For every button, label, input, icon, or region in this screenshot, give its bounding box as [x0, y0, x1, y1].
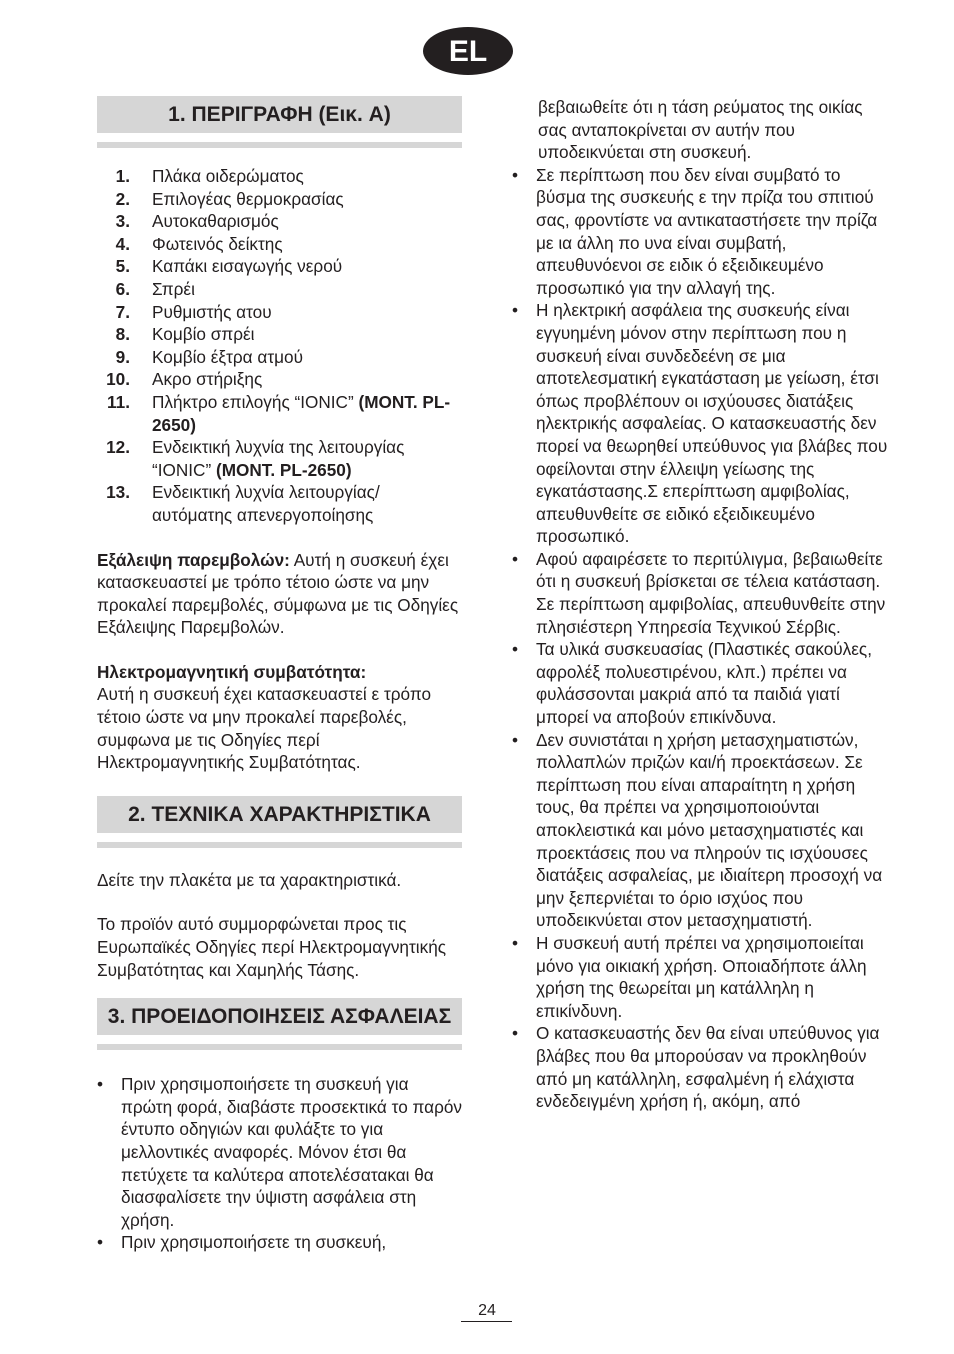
interference-paragraph: Εξάλειψη παρεμβολών: Αυτή η συσκευή έχει κατασκευαστεί με τρόπο τέτοιο ώστε να μην προκαλεί παρεμβολές, σύμφωνα με τις Οδηγίες Εξάλειψης Παρεμβολών. [97, 549, 459, 638]
list-item: 2. Επιλογέας θερμοκρασίας [115, 188, 344, 209]
list-item: 8. Κομβίο σπρέι [115, 324, 255, 345]
list-item: 10. Ακρο στήριξης [106, 369, 263, 390]
safety-list-right [512, 164, 892, 1113]
parts-list [97, 165, 462, 527]
list-item: • Ο κατασκευαστής δεν θα είναι υπεύθυνος για βλάβες που θα μπορούσαν να προκληθούν από μη κατάλληλη, εσφαλμένη ή ελάχιστα ενδεδειγμένη χρήση ή, ακόμη, από [512, 1022, 892, 1112]
safety-list-left [97, 1073, 462, 1254]
compliance-paragraph: Το προϊόν αυτό συμμορφώνεται προς τις Ευρωπαϊκές Οδηγίες περί Ηλεκτρομαγνητικής Συμβατότητας και Χαμηλής Τάσης. [97, 914, 447, 980]
section-title: 3. ΠΡΟΕΙΔΟΠΟΙΗΣΕΙΣ ΑΣΦΑΛΕΙΑΣ [107, 1005, 452, 1029]
page-number-rule [461, 1321, 512, 1322]
list-item: 9. Κομβίο έξτρα ατμού [115, 346, 303, 367]
list-item: • Αφού αφαιρέσετε το περιτύλιγμα, βεβαιωθείτε ότι η συσκευή βρίσκεται σε τέλεια κατάσταση. Σε περίπτωση αμφιβολίας, απευθυνθείτε στην πλησιέστερη Υπηρεσία Τεχνικού Σέρβις. [512, 548, 892, 638]
section-title: 2. ΤΕΧΝΙΚΑ ΧΑΡΑΚΤΗΡΙΣΤΙΚΑ [128, 802, 431, 826]
emc-paragraph: Ηλεκτρομαγνητική συμβατότητα: Αυτή η συσκευή έχει κατασκευαστεί ε τρόπο τέτοιο ώστε να μην προκαλεί παρεβολές, συμφωνα με τις Οδηγίες περί Ηλεκτρομαγνητικής Συμβατότητας. [97, 661, 432, 773]
section-heading-safety [97, 998, 462, 1035]
list-item: • Πριν χρησιμοποιήσετε τη συσκευή, [97, 1231, 462, 1254]
section-divider [97, 142, 462, 148]
section-divider [97, 1044, 462, 1050]
list-item: 4. Φωτεινός δείκτης [115, 233, 283, 254]
list-item: 11. Πλήκτρο επιλογής “IONIC” (MONT. PL-2650) [107, 391, 451, 435]
list-item: • Πριν χρησιμοποιήσετε τη συσκευή για πρώτη φορά, διαβάστε προσεκτικά το παρόν έντυπο οδηγιών και φυλάξτε το για μελλοντικές αναφορές. Μόνον έτσι θα πετύχετε τα καλύτερα αποτελέσατακαι θα διασφαλίσετε την ύψιστη ασφάλεια στη χρήση. [97, 1073, 462, 1231]
list-item: 7. Ρυθμιστής ατου [115, 301, 272, 322]
left-column [97, 96, 462, 1254]
section-divider [97, 842, 462, 848]
list-item: 5. Καπάκι εισαγωγής νερού [115, 256, 343, 277]
list-item: 13. Ενδεικτική λυχνία λειτουργίας/ αυτόματης απενεργοποίησης [106, 482, 380, 525]
list-item: 3. Αυτοκαθαρισμός [115, 211, 279, 232]
language-badge: EL [423, 27, 513, 75]
list-item: 1. Πλάκα οιδερώματος [115, 166, 304, 186]
list-item: • Σε περίπτωση που δεν είναι συμβατό το βύσμα της συσκευής ε την πρίζα του σπιτιού σας, φροντίστε να αντικαταστήσετε την πρίζα με ια άλλη πο υνα είναι συμβατή, απευθυνόενοι σε ειδικ ό εξειδικευμένο προσωπικό για την αλλαγή της. [512, 164, 892, 300]
section-heading-description [97, 96, 462, 133]
list-item: • Η συσκευή αυτή πρέπει να χρησιμοποιείται μόνο για οικιακή χρήση. Οποιαδήποτε άλλη χρήση της θεωρείται μη κατάλληλη η επικίνδυνη. [512, 932, 892, 1022]
list-item: 6. Σπρέι [115, 278, 195, 299]
list-item: • Η ηλεκτρική ασφάλεια της συσκευής είναι εγγυημένη μόνον στην περίπτωση που η συσκευή είναι συνδεδεένη σε μια αποτελεσματική εγκατάσταση με γείωση, έτσι όπως προβλέπουν οι ισχύουσες διατάξεις ηλεκτρικής ασφαλείας. Ο κατασκευαστής δεν πορεί να θεωρηθεί υπεύθυνος για βλάβες που οφείλονται στην έλλειψη γείωσης της εγκατάστασης.Σ επερίπτωση αμφιβολίας, απευθυνθείτε σε ειδικό εξειδικευμένο προσωπικό. [512, 299, 892, 548]
continuation-text: βεβαιωθείτε ότι η τάση ρεύματος της οικίας σας ανταποκρίνεται σν αυτήν που υποδεικνύεται στη συσκευή. [538, 97, 863, 163]
list-item: • Δεν συνιστάται η χρήση μετασχηματιστών, πολλαπλών πριζών και/ή προεκτάσεων. Σε περίπτωση που είναι απαραίτητη η χρήση τους, θα πρέπει να χρησιμοποιούνται αποκλειστικά και μόνο μετασχηματιστές και προεκτάσεις που να πληρούν τις ισχύουσες διατάξεις ασφαλείας, με ιδιαίτερη προσοχή να μην ξεπερνιέται το όριο ισχύος που υποδεικνύεται στον μετασχηματιστή. [512, 729, 892, 932]
section-heading-technical [97, 796, 462, 833]
list-item: • Τα υλικά συσκευασίας (Πλαστικές σακούλες, αφρολέξ πολυεστιρένου, κλπ.) πρέπει να φυλάσσονται μακριά από τα παιδιά γιατί μπορεί να αποβούν επικίνδυνα. [512, 638, 892, 728]
section-title: 1. ΠΕΡΙΓΡΑΦΗ (Εικ. A) [168, 103, 391, 126]
right-column [512, 96, 892, 1113]
page-number: 24 [478, 1302, 496, 1319]
technical-paragraph: Δείτε την πλακέτα με τα χαρακτηριστικά. [97, 869, 402, 890]
list-item: 12. Ενδεικτική λυχνία της λειτουργίας “IONIC” (MONT. PL-2650) [106, 437, 405, 480]
